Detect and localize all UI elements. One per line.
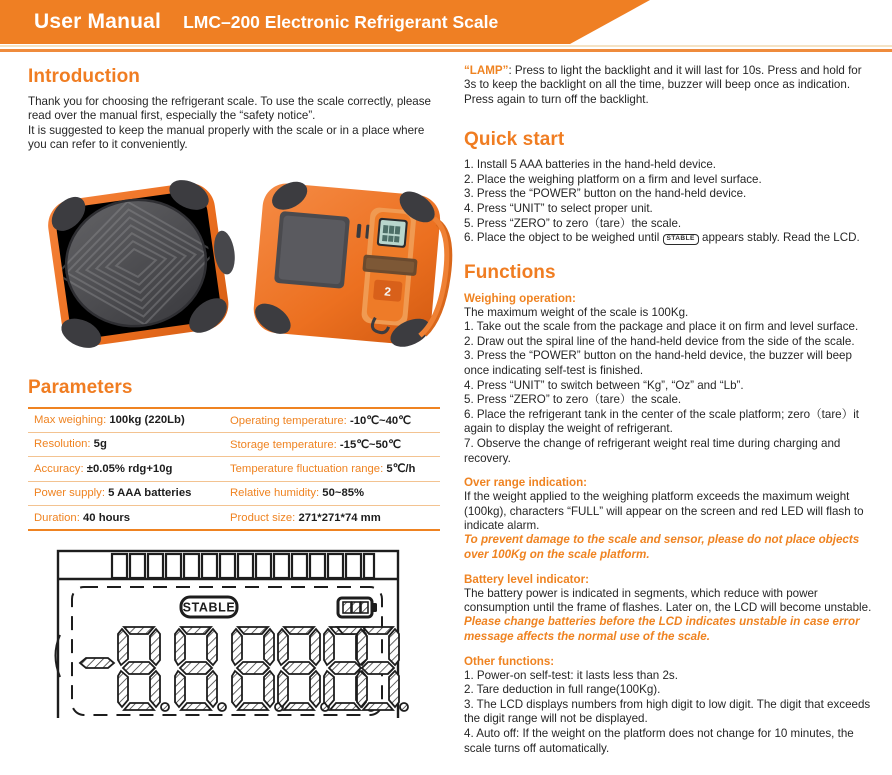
list-item: 6. Place the refrigerant tank in the center of the scale platform; zero（tare）it again to display the weight of refrigerant. bbox=[464, 407, 860, 436]
list-item: 3. Press the “POWER” button on the hand-held device, the buzzer will beep once indicating self-test is finished. bbox=[464, 349, 852, 377]
param-cell bbox=[224, 457, 440, 482]
product-photos bbox=[28, 159, 442, 371]
param-cell bbox=[28, 432, 224, 457]
param-value: 100kg (220Lb) bbox=[109, 414, 185, 427]
list-item: 4. Press “UNIT” to switch between “Kg”, “Oz” and “Lb”. bbox=[464, 378, 744, 392]
param-value: 271*271*74 mm bbox=[298, 511, 381, 524]
quick-start-item6-post: appears stably. Read the LCD. bbox=[698, 231, 860, 245]
param-cell bbox=[224, 506, 440, 531]
introduction-paragraph-1: Thank you for choosing the refrigerant scale. To use the scale correctly, please read over the manual first, especially the “safety notice”. bbox=[28, 95, 431, 123]
spacer bbox=[464, 246, 876, 262]
list-item: 1. Install 5 AAA batteries in the hand-held device. bbox=[464, 158, 717, 172]
list-item: 1. Take out the scale from the package and place it on firm and level surface. bbox=[464, 320, 859, 334]
battery-indicator-text: The battery power is indicated in segments, which reduce with power consumption until the frame of flashes. Later on, the LCD will become unstable. bbox=[464, 586, 872, 614]
list-item: 4. Press “UNIT” to select proper unit. bbox=[464, 202, 653, 215]
lamp-note-text: : Press to light the backlight and it will last for 10s. Press and hold for 3s to keep the backlight on all the time, buzzer will beep once as indication. Press again to turn off the backlight. bbox=[464, 64, 862, 106]
parameters-table bbox=[28, 407, 440, 532]
list-item: 2. Tare deduction in full range(100Kg). bbox=[464, 683, 661, 697]
functions-heading: Functions bbox=[464, 261, 556, 283]
param-label: Max weighing: bbox=[34, 414, 107, 427]
param-cell bbox=[224, 481, 440, 506]
spacer bbox=[464, 107, 876, 129]
list-item-with-chip bbox=[464, 231, 876, 246]
content-columns bbox=[0, 54, 892, 775]
param-value: 40 hours bbox=[82, 511, 131, 524]
list-item: 2. Draw out the spiral line of the hand-held device from the side of the scale. bbox=[464, 334, 855, 348]
lamp-key-label: “LAMP” bbox=[464, 64, 509, 77]
lcd-schematic-svg bbox=[32, 543, 452, 718]
quick-start-list bbox=[464, 158, 876, 246]
table-row bbox=[28, 457, 440, 482]
right-column bbox=[452, 54, 892, 775]
svg-text:2: 2 bbox=[383, 284, 392, 299]
lcd-diagram bbox=[32, 543, 452, 718]
spacer bbox=[464, 466, 876, 475]
battery-indicator-subheading: Battery level indicator: bbox=[464, 572, 589, 586]
param-value: 50~85% bbox=[322, 487, 365, 500]
svg-text:STABLE: STABLE bbox=[182, 600, 236, 615]
param-cell bbox=[224, 408, 440, 433]
param-value: -15℃~50℃ bbox=[339, 438, 401, 451]
param-cell bbox=[28, 457, 224, 482]
weighing-intro: The maximum weight of the scale is 100Kg. bbox=[464, 305, 689, 319]
product-image-top-view bbox=[32, 169, 244, 357]
lcd-minus-sign bbox=[80, 658, 114, 668]
param-cell bbox=[28, 481, 224, 506]
over-range-warning: To prevent damage to the scale and sensor, please do not place objects over 100Kg on the scale platform. bbox=[464, 533, 860, 561]
lcd-stable-badge bbox=[181, 597, 237, 617]
product-image-bottom-view bbox=[240, 165, 454, 361]
page-header bbox=[0, 0, 892, 44]
param-value: 5g bbox=[93, 438, 107, 451]
over-range-text: If the weight applied to the weighing platform exceeds the maximum weight (100kg), characters “FULL” will appear on the screen and red LED will flash to indicate alarm. bbox=[464, 490, 864, 532]
param-cell bbox=[224, 432, 440, 457]
battery-icon bbox=[338, 598, 377, 617]
battery-indicator-warning: Please change batteries before the LCD indicates unstable in case error message affects the normal use of the scale. bbox=[464, 615, 860, 643]
table-row bbox=[28, 432, 440, 457]
list-item: 1. Power-on self-test: it lasts less than 2s. bbox=[464, 668, 678, 682]
spacer bbox=[464, 563, 876, 572]
list-item: 7. Observe the change of refrigerant weight real time during charging and recovery. bbox=[464, 436, 841, 465]
quick-start-heading: Quick start bbox=[464, 129, 565, 151]
weighing-operation-subheading: Weighing operation: bbox=[464, 291, 576, 305]
table-row bbox=[28, 481, 440, 506]
param-label: Duration: bbox=[34, 511, 80, 524]
divider-line-orange bbox=[0, 49, 892, 52]
param-value: 5 AAA batteries bbox=[108, 487, 192, 500]
other-functions-subheading: Other functions: bbox=[464, 654, 555, 668]
introduction-heading: Introduction bbox=[28, 66, 141, 87]
stable-chip-icon: STABLE bbox=[663, 234, 699, 245]
param-label: Resolution: bbox=[34, 438, 91, 451]
introduction-paragraph-2: It is suggested to keep the manual properly with the scale or in a place where you can refer to it conveniently. bbox=[28, 123, 425, 152]
other-functions-list bbox=[464, 669, 876, 757]
param-label: Power supply: bbox=[34, 487, 105, 500]
parameters-heading: Parameters bbox=[28, 376, 133, 398]
weighing-list bbox=[464, 320, 876, 466]
header-divider bbox=[0, 44, 892, 54]
spacer bbox=[464, 645, 876, 654]
divider-line-cream bbox=[0, 45, 892, 47]
page-title: User Manual bbox=[34, 10, 162, 33]
param-label: Temperature fluctuation range: bbox=[230, 463, 384, 476]
product-title: LMC–200 Electronic Refrigerant Scale bbox=[183, 11, 499, 32]
param-label: Product size: bbox=[230, 511, 296, 524]
list-item: 4. Auto off: If the weight on the platform does not change for 10 minutes, the scale turns off automatically. bbox=[464, 726, 854, 755]
param-cell bbox=[28, 506, 224, 531]
param-value: 5℃/h bbox=[386, 463, 416, 476]
list-item: 5. Press “ZERO” to zero（tare）the scale. bbox=[464, 216, 682, 230]
param-label: Relative humidity: bbox=[230, 487, 320, 500]
list-item: 3. Press the “POWER” button on the hand-held device. bbox=[464, 187, 747, 201]
over-range-subheading: Over range indication: bbox=[464, 476, 588, 490]
list-item: 5. Press “ZERO” to zero（tare）the scale. bbox=[464, 393, 682, 407]
quick-start-item6-pre: 6. Place the object to be weighed until bbox=[464, 231, 663, 245]
list-item: 2. Place the weighing platform on a firm and level surface. bbox=[464, 172, 762, 186]
left-column bbox=[0, 54, 452, 775]
param-label: Operating temperature: bbox=[230, 414, 347, 427]
table-row bbox=[28, 506, 440, 531]
lamp-note bbox=[464, 64, 876, 107]
param-label: Accuracy: bbox=[34, 462, 84, 475]
table-row bbox=[28, 408, 440, 433]
param-value: ±0.05% rdg+10g bbox=[86, 462, 173, 475]
list-item: 3. The LCD displays numbers from high digit to low digit. The digit that exceeds the digit range will not be displayed. bbox=[464, 697, 871, 726]
parameters-table-wrap bbox=[28, 407, 440, 532]
param-label: Storage temperature: bbox=[230, 438, 337, 451]
param-cell bbox=[28, 408, 224, 433]
param-value: -10℃~40℃ bbox=[349, 414, 411, 427]
